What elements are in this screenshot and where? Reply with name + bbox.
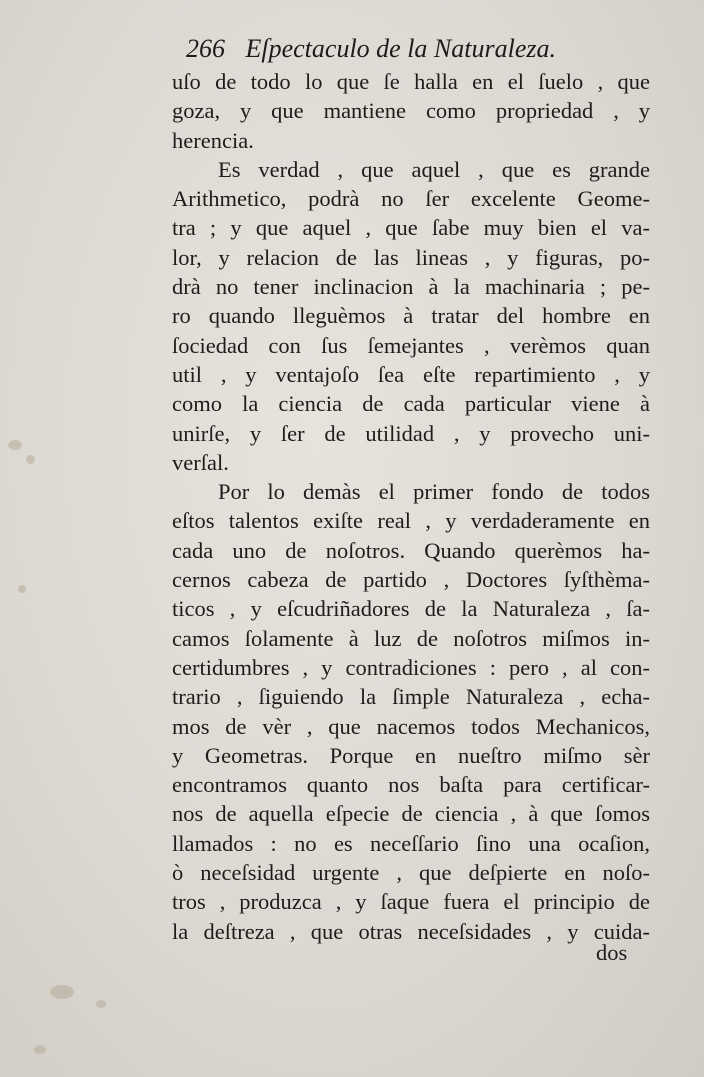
- text-line: camos ſolamente à luz de noſotros miſmos in-: [172, 625, 650, 651]
- foxing-stain: [50, 985, 74, 999]
- text-line: verſal.: [172, 449, 229, 475]
- text-line: cada uno de noſotros. Quando querèmos ha-: [172, 537, 650, 563]
- text-line: eſtos talentos exiſte real , y verdaderamente en: [172, 508, 650, 534]
- body-text: [172, 67, 650, 946]
- text-line: drà no tener inclinacion à la machinaria ; pe-: [172, 274, 650, 300]
- text-line: Arithmetico, podrà no ſer excelente Geome-: [172, 186, 650, 212]
- running-header: [186, 34, 556, 64]
- text-line: nos de aquella eſpecie de ciencia , à que ſomos: [172, 801, 650, 827]
- text-line: y Geometras. Porque en nueſtro miſmo sèr: [172, 742, 650, 768]
- foxing-stain: [26, 455, 35, 464]
- text-line: herencia.: [172, 127, 254, 153]
- text-line: uſo de todo lo que ſe halla en el ſuelo , que: [172, 69, 650, 94]
- text-line: cernos cabeza de partido , Doctores ſyſthèma-: [172, 567, 650, 593]
- foxing-stain: [8, 440, 22, 450]
- foxing-stain: [34, 1045, 46, 1054]
- text-line: util , y ventajoſo ſea eſte repartimiento , y: [172, 361, 650, 387]
- catchword: dos: [596, 940, 628, 965]
- text-line: llamados : no es neceſſario ſino una ocaſion,: [172, 830, 650, 856]
- text-line: la deſtreza , que otras neceſsidades , y cuida-: [172, 918, 650, 944]
- text-line: certidumbres , y contradiciones : pero , al con-: [172, 654, 650, 680]
- foxing-stain: [18, 585, 26, 593]
- text-line: ò neceſsidad urgente , que deſpierte en noſo-: [172, 860, 650, 886]
- text-line: Es verdad , que aquel , que es grande: [218, 156, 650, 182]
- page-number: 266: [186, 34, 225, 63]
- running-title: Eſpectaculo de la Naturaleza.: [245, 34, 557, 63]
- text-line: ſociedad con ſus ſemejantes , verèmos quan: [172, 332, 650, 358]
- text-line: ro quando lleguèmos à tratar del hombre en: [172, 303, 650, 329]
- text-line: tra ; y que aquel , que ſabe muy bien el va-: [172, 215, 650, 241]
- text-line: goza, y que mantiene como propriedad , y: [172, 98, 650, 124]
- text-line: unirſe, y ſer de utilidad , y provecho uni-: [172, 420, 650, 446]
- foxing-stain: [96, 1000, 106, 1008]
- text-line: como la ciencia de cada particular viene à: [172, 391, 650, 417]
- text-line: trario , ſiguiendo la ſimple Naturaleza , echa-: [172, 684, 650, 710]
- text-line: ticos , y eſcudriñadores de la Naturaleza , ſa-: [172, 596, 650, 622]
- text-line: encontramos quanto nos baſta para certificar-: [172, 772, 650, 798]
- text-line: tros , produzca , y ſaque fuera el principio de: [172, 889, 650, 915]
- text-line: lor, y relacion de las lineas , y figuras, po-: [172, 244, 650, 270]
- text-line: mos de vèr , que nacemos todos Mechanicos,: [172, 713, 650, 739]
- text-line: Por lo demàs el primer fondo de todos: [218, 479, 650, 505]
